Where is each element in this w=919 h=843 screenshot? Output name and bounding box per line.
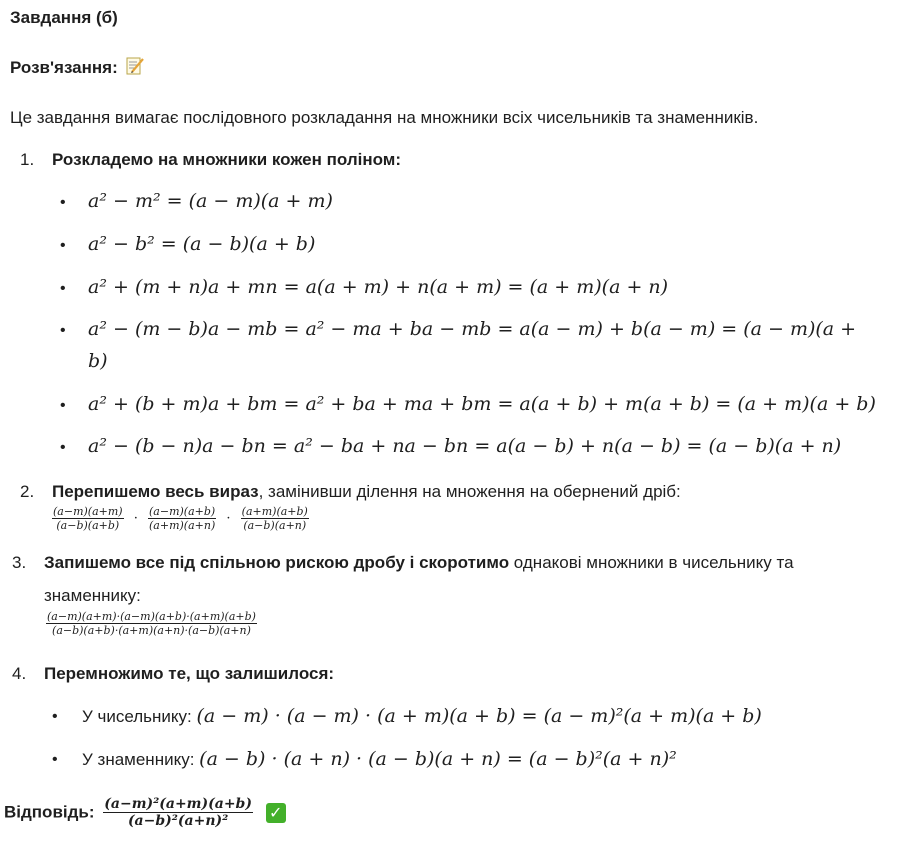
step-1-formula-4-cont: b) [88,350,108,372]
answer-row [4,796,286,829]
solution-label-row [10,56,144,78]
step-1-number: 1. [20,150,35,169]
multiply-dot: · [133,511,138,526]
multiply-dot: · [226,511,231,526]
fraction-denominator: (a−b)(a+b) [56,519,120,532]
fraction [148,505,216,532]
memo-icon [126,56,144,76]
numerator-expression: (a − m) · (a − m) · (a + m)(a + b) = (a − m)²(a + m)(a + b) [196,705,762,727]
numerator-label: У чисельнику: [82,707,197,726]
fraction-denominator: (a−b)(a+b)·(a+m)(a+n)·(a−b)(a+n) [52,624,251,637]
fraction [241,505,309,532]
step-2-title: Перепишемо весь вираз [52,482,259,501]
step-3-rest: однакові множники в чисельнику та [509,553,794,572]
fraction-denominator: (a+m)(a+n) [149,519,216,532]
fraction-numerator: (a+m)(a+b) [241,505,308,518]
step-3-text [44,553,794,573]
step-4-number: 4. [12,664,27,683]
step-1-formula-5: a² + (b + m)a + bm = a² + ba + ma + bm = a(a + b) + m(a + b) = (a + m)(a + b) [88,393,876,415]
bullet-marker: • [52,708,58,725]
fraction-numerator: (a−m)²(a+m)(a+b) [104,796,252,812]
bullet-marker: • [52,751,58,768]
step-2-rest: , замінивши ділення на множення на обернений дріб: [258,482,681,501]
step-1-formula-4: a² − (m − b)a − mb = a² − ma + ba − mb = a(a − m) + b(a − m) = (a − m)(a + [88,318,857,340]
solution-label: Розв'язання: [10,58,118,77]
step-1-formula-1: a² − m² = (a − m)(a + m) [88,190,333,212]
bullet-marker: • [60,280,66,297]
step-3-title: Запишемо все під спільною рискою дробу і скоротимо [44,553,510,572]
bullet-marker: • [60,237,66,254]
task-heading: Завдання (б) [10,8,118,27]
step-3-rest-cont: знаменнику: [44,586,141,605]
fraction-denominator: (a−b)²(a+n)² [127,813,229,829]
fraction-denominator: (a−b)(a+n) [243,519,307,532]
step-4-denominator-line [82,748,677,770]
bullet-marker: • [60,194,66,211]
intro-text: Це завдання вимагає послідовного розкладання на множники всіх чисельників та знаменників. [10,108,759,127]
step-1-formula-2: a² − b² = (a − b)(a + b) [88,233,316,255]
step-3-number: 3. [12,553,27,572]
step-1-title: Розкладемо на множники кожен поліном: [52,150,402,169]
step-1-formula-3: a² + (m + n)a + mn = a(a + m) + n(a + m) = (a + m)(a + n) [88,276,669,298]
fraction [46,610,257,637]
fraction-numerator: (a−m)(a+m) [53,505,123,518]
step-2-expression [52,505,309,532]
step-2-number: 2. [20,482,35,501]
bullet-marker: • [60,439,66,456]
denominator-label: У знаменнику: [82,750,200,769]
fraction-numerator: (a−m)(a+m)·(a−m)(a+b)·(a+m)(a+b) [47,610,256,623]
bullet-marker: • [60,397,66,414]
step-1-formula-6: a² − (b − n)a − bn = a² − ba + na − bn = a(a − b) + n(a − b) = (a − b)(a + n) [88,435,842,457]
step-4-numerator-line [82,705,762,727]
answer-label: Відповідь: [4,802,95,822]
fraction [52,505,124,532]
answer-fraction [103,796,253,829]
bullet-marker: • [60,322,66,339]
step-4-title: Перемножимо те, що залишилося: [44,664,335,683]
fraction-numerator: (a−m)(a+b) [149,505,216,518]
check-mark-button-icon: ✓ [266,803,286,823]
denominator-expression: (a − b) · (a + n) · (a − b)(a + n) = (a − b)²(a + n)² [199,748,677,770]
step-2-text [52,482,681,502]
step-3-expression [46,610,257,637]
